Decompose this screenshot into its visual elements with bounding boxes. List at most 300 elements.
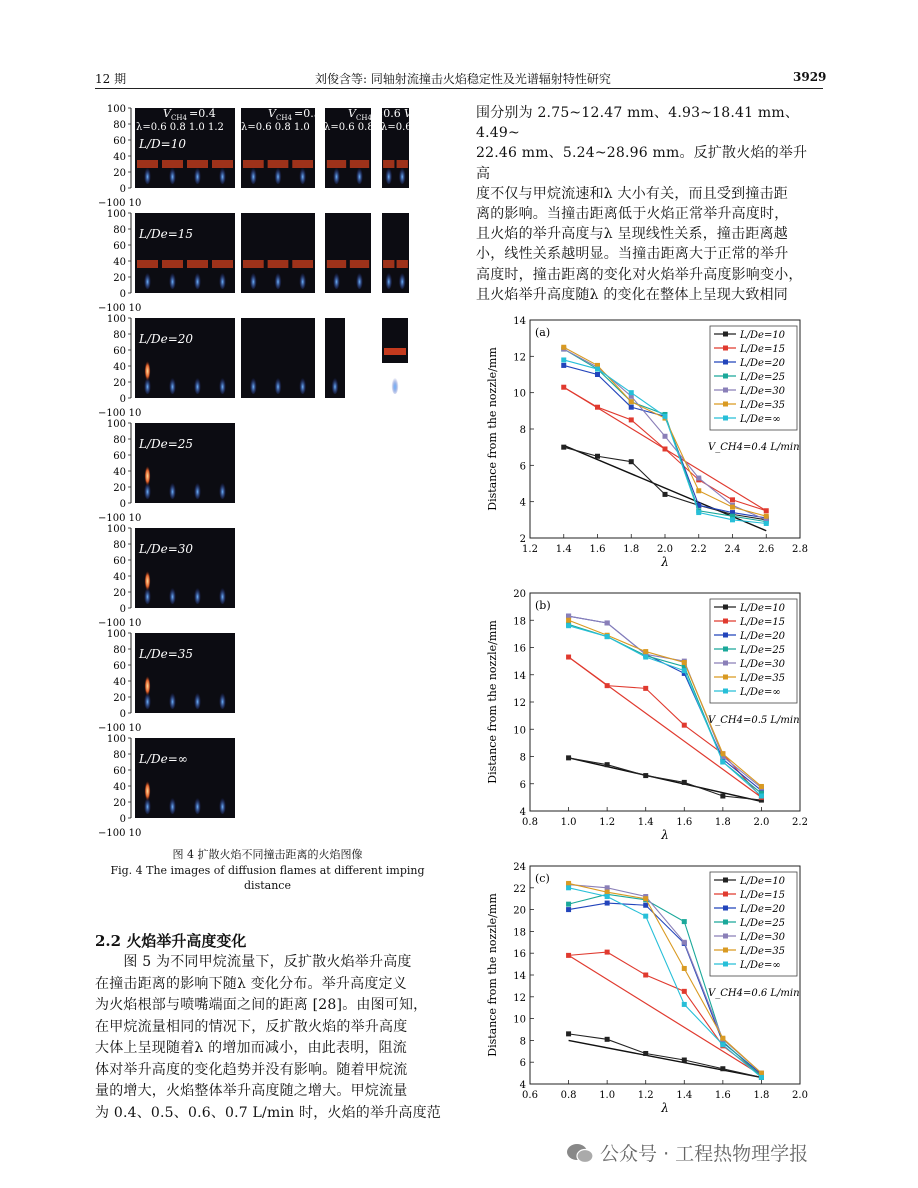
- legend-marker: [723, 619, 728, 624]
- y-tick-label: 18: [513, 927, 526, 939]
- x-tick-label: 1.6: [676, 817, 693, 828]
- data-point: [682, 1002, 687, 1007]
- y-tick-label: 80: [113, 645, 126, 656]
- linear-fit-line: [564, 445, 767, 530]
- data-point: [764, 521, 769, 526]
- y-tick-label: 6: [519, 779, 526, 791]
- row-label: L/D=10: [139, 137, 186, 151]
- data-point: [566, 618, 571, 623]
- y-tick-label: 6: [519, 461, 526, 473]
- y-tick-label: 60: [113, 661, 126, 672]
- data-point: [643, 914, 648, 919]
- data-point: [605, 890, 610, 895]
- flow-rate-sub: CH4: [276, 114, 292, 122]
- legend-label: L/De=25: [740, 372, 786, 383]
- y-tick-label: 22: [513, 883, 526, 895]
- panel-label: (b): [535, 599, 551, 612]
- y-tick-label: 10: [513, 388, 526, 400]
- y-tick-label: 100: [106, 314, 126, 325]
- text-line: 22.46 mm、5.24~28.96 mm。反扩散火焰的举升高: [476, 145, 808, 182]
- blue-flame: [332, 376, 339, 394]
- flow-rate-value: =0.7: [430, 107, 457, 120]
- text-line: 度不仅与甲烷流速和λ 大小有关，而且受到撞击距: [476, 185, 788, 202]
- data-point: [696, 488, 701, 493]
- orange-flame: [145, 361, 151, 381]
- y-tick-label: 60: [113, 346, 126, 357]
- y-tick-label: 14: [513, 316, 526, 327]
- text-line: 且火焰的举升高度与λ 呈现线性关系，撞击距离越: [476, 226, 788, 243]
- data-point: [720, 759, 725, 764]
- flow-rate-label: V: [268, 107, 276, 120]
- blue-flame: [219, 376, 226, 394]
- legend-label: L/De=20: [740, 631, 786, 642]
- data-point: [605, 885, 610, 890]
- data-point: [682, 660, 687, 665]
- y-tick-label: 80: [113, 540, 126, 551]
- x-tick-label: 2.0: [753, 817, 770, 828]
- data-point: [595, 367, 600, 372]
- legend-label: L/De=25: [740, 645, 786, 656]
- y-tick-label: 0: [119, 709, 126, 720]
- x-tick-label: 1.4: [637, 817, 654, 828]
- y-tick-label: 24: [513, 862, 526, 873]
- y-tick-label: 80: [113, 330, 126, 341]
- blue-flame: [144, 271, 151, 289]
- y-tick-label: 16: [513, 949, 526, 961]
- legend-marker: [723, 416, 728, 421]
- flame-collar: [383, 260, 394, 268]
- flame-collar: [350, 160, 369, 168]
- panel-label: (a): [535, 326, 551, 339]
- blue-flame: [219, 481, 226, 499]
- y-axis-label: Distance from the nozzle/mm: [486, 347, 499, 511]
- y-tick-label: 12: [513, 992, 526, 1004]
- text-line: 围分别为 2.75~12.47 mm、4.93~18.41 mm、4.49~: [476, 105, 800, 142]
- linear-fit-line: [569, 1040, 762, 1077]
- data-point: [566, 881, 571, 886]
- blue-flame: [299, 271, 306, 289]
- x-tick-label: 2.8: [792, 544, 808, 555]
- flame-collar: [137, 160, 158, 168]
- data-point: [682, 940, 687, 945]
- watermark-text: 公众号 · 工程热物理学报: [600, 1143, 809, 1165]
- fig4-caption-en-2: distance: [244, 879, 291, 892]
- y-tick-label: 10: [513, 1014, 526, 1026]
- y-tick-label: 4: [519, 1080, 526, 1091]
- x-tick-label: −100 10: [98, 828, 142, 839]
- y-axis-label: Distance from the nozzle/mm: [486, 893, 499, 1057]
- blue-flame: [299, 376, 306, 394]
- data-point: [605, 634, 610, 639]
- lift-height-chart-b: [482, 585, 812, 855]
- legend-label: L/De=15: [740, 344, 786, 355]
- wechat-icon: [566, 1142, 594, 1164]
- flame-collar: [327, 160, 346, 168]
- x-tick-label: 0.6: [522, 1090, 538, 1101]
- orange-flame: [145, 571, 151, 591]
- data-point: [730, 517, 735, 522]
- y-tick-label: 18: [513, 616, 526, 628]
- data-point: [682, 1058, 687, 1063]
- text-line: 为 0.4、0.5、0.6、0.7 L/min 时，火焰的举升高度范: [95, 1104, 441, 1121]
- legend-marker: [723, 360, 728, 365]
- data-point: [696, 510, 701, 515]
- row-label: L/De=15: [139, 227, 194, 241]
- y-tick-label: 20: [113, 798, 126, 809]
- data-point: [682, 989, 687, 994]
- y-tick-label: 0: [119, 289, 126, 300]
- y-tick-label: 12: [513, 352, 526, 364]
- header-page-number: 3929: [793, 70, 827, 84]
- flame-collar: [212, 260, 233, 268]
- flame-image-panel: [325, 213, 371, 293]
- header-rule: [95, 88, 823, 89]
- y-tick-label: 20: [113, 168, 126, 179]
- flame-collar: [243, 160, 264, 168]
- x-tick-label: 2.6: [758, 544, 775, 555]
- y-tick-label: 20: [113, 378, 126, 389]
- y-tick-label: 0: [119, 604, 126, 615]
- data-point: [764, 508, 769, 513]
- data-point: [759, 1075, 764, 1080]
- data-point: [682, 919, 687, 924]
- flow-rate-sub: CH4: [356, 114, 372, 122]
- blue-flame: [399, 271, 406, 289]
- legend-label: L/De=25: [740, 918, 786, 929]
- text-line: 且火焰举升高度随λ 的变化在整体上呈现大致相同: [476, 286, 788, 303]
- data-point: [682, 723, 687, 728]
- blue-flame: [250, 376, 257, 394]
- flame-image-panel: [382, 318, 408, 363]
- y-tick-label: 40: [113, 677, 126, 688]
- data-point: [605, 901, 610, 906]
- blue-flame: [275, 271, 282, 289]
- x-tick-label: −100 10: [98, 513, 142, 524]
- flame-collar: [162, 260, 183, 268]
- legend-label: L/De=30: [740, 659, 786, 670]
- y-tick-label: 10: [513, 725, 526, 737]
- data-point: [720, 794, 725, 799]
- blue-flame: [194, 796, 201, 814]
- blue-flame: [356, 166, 363, 184]
- x-tick-label: 2.2: [690, 544, 707, 555]
- y-tick-label: 100: [106, 524, 126, 535]
- y-tick-label: 2: [519, 534, 526, 545]
- blue-flame: [219, 796, 226, 814]
- blue-flame: [169, 691, 176, 709]
- y-tick-label: 100: [106, 209, 126, 220]
- row-label: L/De=∞: [139, 752, 188, 766]
- blue-flame: [194, 481, 201, 499]
- y-tick-label: 40: [113, 572, 126, 583]
- blue-flame: [144, 166, 151, 184]
- data-point: [682, 966, 687, 971]
- data-point: [595, 405, 600, 410]
- y-tick-label: 60: [113, 136, 126, 147]
- data-point: [595, 372, 600, 377]
- legend-marker: [723, 878, 728, 883]
- y-tick-label: 8: [519, 752, 526, 764]
- blue-flame: [385, 271, 392, 289]
- data-point: [682, 780, 687, 785]
- x-tick-label: 1.0: [599, 1090, 616, 1101]
- x-axis-label: λ: [661, 1101, 669, 1115]
- text-line: 量的增大，火焰整体举升高度随之增大。甲烷流量: [95, 1083, 408, 1099]
- flame-collar: [292, 160, 313, 168]
- x-tick-label: 1.4: [555, 544, 572, 555]
- header-issue: 12 期: [95, 72, 127, 86]
- y-tick-label: 80: [113, 435, 126, 446]
- legend-marker: [723, 388, 728, 393]
- orange-flame: [145, 676, 151, 696]
- legend-label: L/De=10: [740, 330, 786, 341]
- row-label: L/De=20: [139, 332, 194, 346]
- y-tick-label: 80: [113, 750, 126, 761]
- lift-height-chart-a: [482, 312, 812, 582]
- x-tick-label: 2.0: [657, 544, 673, 555]
- data-point: [730, 497, 735, 502]
- data-point: [759, 794, 764, 799]
- blue-flame: [299, 166, 306, 184]
- lambda-label: λ=0.6 0.8 1.0 1.2: [136, 122, 224, 133]
- data-point: [663, 434, 668, 439]
- data-point: [663, 492, 668, 497]
- data-point: [643, 903, 648, 908]
- flame-collar: [187, 260, 208, 268]
- y-tick-label: 20: [513, 589, 526, 600]
- flame-collar: [243, 260, 264, 268]
- data-point: [605, 620, 610, 625]
- y-axis-label: Distance from the nozzle/mm: [486, 620, 499, 784]
- data-point: [643, 896, 648, 901]
- legend-marker: [723, 892, 728, 897]
- data-point: [561, 357, 566, 362]
- lambda-label: λ=0.6 0.8 1.0: [241, 122, 310, 133]
- data-point: [764, 514, 769, 519]
- legend-label: L/De=∞: [740, 687, 781, 698]
- data-point: [629, 399, 634, 404]
- data-point: [605, 683, 610, 688]
- flow-rate-value: =0.6: [374, 107, 401, 120]
- data-point: [682, 668, 687, 673]
- legend-label: L/De=30: [740, 386, 786, 397]
- text-line: 高度时，撞击距离的变化对火焰举升高度影响变小，: [476, 266, 803, 283]
- x-tick-label: 1.2: [637, 1090, 654, 1101]
- x-tick-label: 1.8: [714, 817, 731, 828]
- data-point: [643, 1051, 648, 1056]
- blue-flame: [194, 271, 201, 289]
- data-point: [561, 445, 566, 450]
- data-point: [566, 755, 571, 760]
- legend-label: L/De=15: [740, 617, 786, 628]
- flow-annotation: V_CH4=0.4 L/min: [708, 442, 800, 453]
- legend-label: L/De=20: [740, 904, 786, 915]
- text-line: 为火焰根部与喷嘴端面之间的距离 [28]。由图可知，: [95, 997, 428, 1013]
- blue-flame: [169, 481, 176, 499]
- x-tick-label: 1.8: [753, 1090, 770, 1101]
- data-point: [643, 973, 648, 978]
- flame-collar: [292, 260, 313, 268]
- watermark: [566, 1138, 808, 1166]
- y-tick-label: 12: [513, 698, 526, 709]
- flame-collar: [162, 160, 183, 168]
- blue-flame: [194, 691, 201, 709]
- y-tick-label: 8: [519, 425, 526, 436]
- blue-flame: [219, 586, 226, 604]
- flame-collar: [327, 260, 346, 268]
- y-tick-label: 6: [519, 1058, 526, 1070]
- data-point: [643, 686, 648, 691]
- data-point: [595, 454, 600, 459]
- data-point: [720, 751, 725, 756]
- left-paragraph: [95, 952, 445, 1124]
- flame-collar: [137, 260, 158, 268]
- lift-height-chart-c: [482, 858, 812, 1128]
- legend-marker: [723, 402, 728, 407]
- orange-flame: [145, 466, 151, 486]
- y-tick-label: 14: [513, 670, 526, 682]
- legend-marker: [723, 906, 728, 911]
- flow-rate-sub: CH4: [412, 114, 428, 122]
- flame-collar: [384, 348, 406, 355]
- y-tick-label: 20: [113, 588, 126, 599]
- y-tick-label: 20: [113, 693, 126, 704]
- y-tick-label: 100: [106, 629, 126, 640]
- blue-flame: [194, 586, 201, 604]
- legend-marker: [723, 661, 728, 666]
- data-point: [561, 363, 566, 368]
- y-tick-label: 60: [113, 241, 126, 252]
- x-tick-label: 1.4: [676, 1090, 693, 1101]
- row-label: L/De=25: [139, 437, 194, 451]
- legend-marker: [723, 962, 728, 967]
- flow-rate-value: =0.4: [189, 107, 216, 120]
- blue-flame: [250, 166, 257, 184]
- text-line: 在撞击距离的影响下随λ 变化分布。举升高度定义: [95, 975, 407, 992]
- text-line: 图 5 为不同甲烷流量下，反扩散火焰举升高度: [95, 954, 412, 970]
- y-tick-label: 4: [519, 497, 526, 509]
- right-paragraph: [476, 103, 821, 305]
- text-line: 大体上呈现随着λ 的增加而减小，由此表明，阻流: [95, 1040, 407, 1056]
- data-point: [696, 476, 701, 481]
- legend-marker: [723, 675, 728, 680]
- y-tick-label: 100: [106, 734, 126, 745]
- blue-flame: [194, 166, 201, 184]
- x-tick-label: −100 10: [98, 408, 142, 419]
- y-tick-label: 100: [106, 419, 126, 430]
- legend-label: L/De=35: [740, 673, 786, 684]
- legend-marker: [723, 332, 728, 337]
- flow-rate-label: V: [404, 107, 412, 120]
- header-title: 刘俊含等: 同轴射流撞击火焰稳定性及光谱辐射特性研究: [315, 72, 611, 86]
- y-tick-label: 16: [513, 643, 526, 655]
- x-tick-label: 1.6: [589, 544, 606, 555]
- y-tick-label: 4: [519, 807, 526, 818]
- y-tick-label: 0: [119, 814, 126, 825]
- x-tick-label: 1.2: [599, 817, 616, 828]
- data-point: [720, 1066, 725, 1071]
- blue-flame: [194, 376, 201, 394]
- blue-flame: [275, 376, 282, 394]
- y-tick-label: 20: [113, 273, 126, 284]
- y-tick-label: 60: [113, 766, 126, 777]
- data-point: [566, 885, 571, 890]
- data-point: [643, 655, 648, 660]
- data-point: [605, 894, 610, 899]
- data-point: [629, 405, 634, 410]
- x-tick-label: 1.8: [623, 544, 640, 555]
- legend-label: L/De=10: [740, 876, 786, 887]
- y-tick-label: 20: [113, 483, 126, 494]
- flame-collar: [212, 160, 233, 168]
- legend-label: L/De=∞: [740, 960, 781, 971]
- legend-marker: [723, 647, 728, 652]
- text-line: 在甲烷流量相同的情况下，反扩散火焰的举升高度: [95, 1018, 408, 1035]
- y-tick-label: 40: [113, 152, 126, 163]
- lambda-label: λ=0.6 0.8: [381, 122, 431, 133]
- series-line: [569, 1034, 762, 1078]
- legend-marker: [723, 934, 728, 939]
- legend-label: L/De=35: [740, 400, 786, 411]
- y-tick-label: 0: [119, 184, 126, 195]
- blue-flame: [169, 166, 176, 184]
- row-label: L/De=35: [139, 647, 194, 661]
- text-line: 离的影响。当撞击距离低于火焰正常举升高度时，: [476, 206, 789, 223]
- legend-label: L/De=35: [740, 946, 786, 957]
- x-axis-label: λ: [661, 828, 669, 842]
- data-point: [566, 902, 571, 907]
- data-point: [643, 649, 648, 654]
- data-point: [566, 953, 571, 958]
- flame-collar: [268, 160, 289, 168]
- x-axis-label: λ: [661, 555, 669, 569]
- legend-marker: [723, 920, 728, 925]
- flow-annotation: V_CH4=0.5 L/min: [708, 715, 800, 726]
- text-line: 体对举升高度的变化趋势并没有影响。随着甲烷流: [95, 1061, 408, 1078]
- x-tick-label: 1.0: [560, 817, 577, 828]
- legend-marker: [723, 689, 728, 694]
- flow-annotation: V_CH4=0.6 L/min: [708, 988, 800, 999]
- legend-marker: [723, 374, 728, 379]
- blue-flame: [169, 271, 176, 289]
- x-tick-label: 0.8: [560, 1090, 577, 1101]
- legend-label: L/De=30: [740, 932, 786, 943]
- legend-label: L/De=10: [740, 603, 786, 614]
- blue-flame: [219, 271, 226, 289]
- y-tick-label: 60: [113, 451, 126, 462]
- x-tick-label: 0.8: [522, 817, 538, 828]
- data-point: [629, 417, 634, 422]
- data-point: [759, 784, 764, 789]
- blue-flame: [219, 166, 226, 184]
- data-point: [605, 762, 610, 767]
- blue-flame: [169, 586, 176, 604]
- flame-collar: [268, 260, 289, 268]
- y-tick-label: 8: [519, 1036, 526, 1048]
- blue-flame: [385, 166, 392, 184]
- lambda-label: λ=0.6 0.8: [324, 122, 374, 133]
- y-tick-label: 0: [119, 394, 126, 405]
- panel-label: (c): [535, 872, 550, 885]
- data-point: [629, 459, 634, 464]
- text-line: 小，线性关系越明显。当撞击距离大于正常的举升: [476, 246, 789, 263]
- x-tick-label: −100 10: [98, 303, 142, 314]
- orange-flame: [145, 781, 151, 801]
- data-point: [566, 655, 571, 660]
- y-tick-label: 80: [113, 225, 126, 236]
- legend-marker: [723, 633, 728, 638]
- flame-collar: [397, 160, 408, 168]
